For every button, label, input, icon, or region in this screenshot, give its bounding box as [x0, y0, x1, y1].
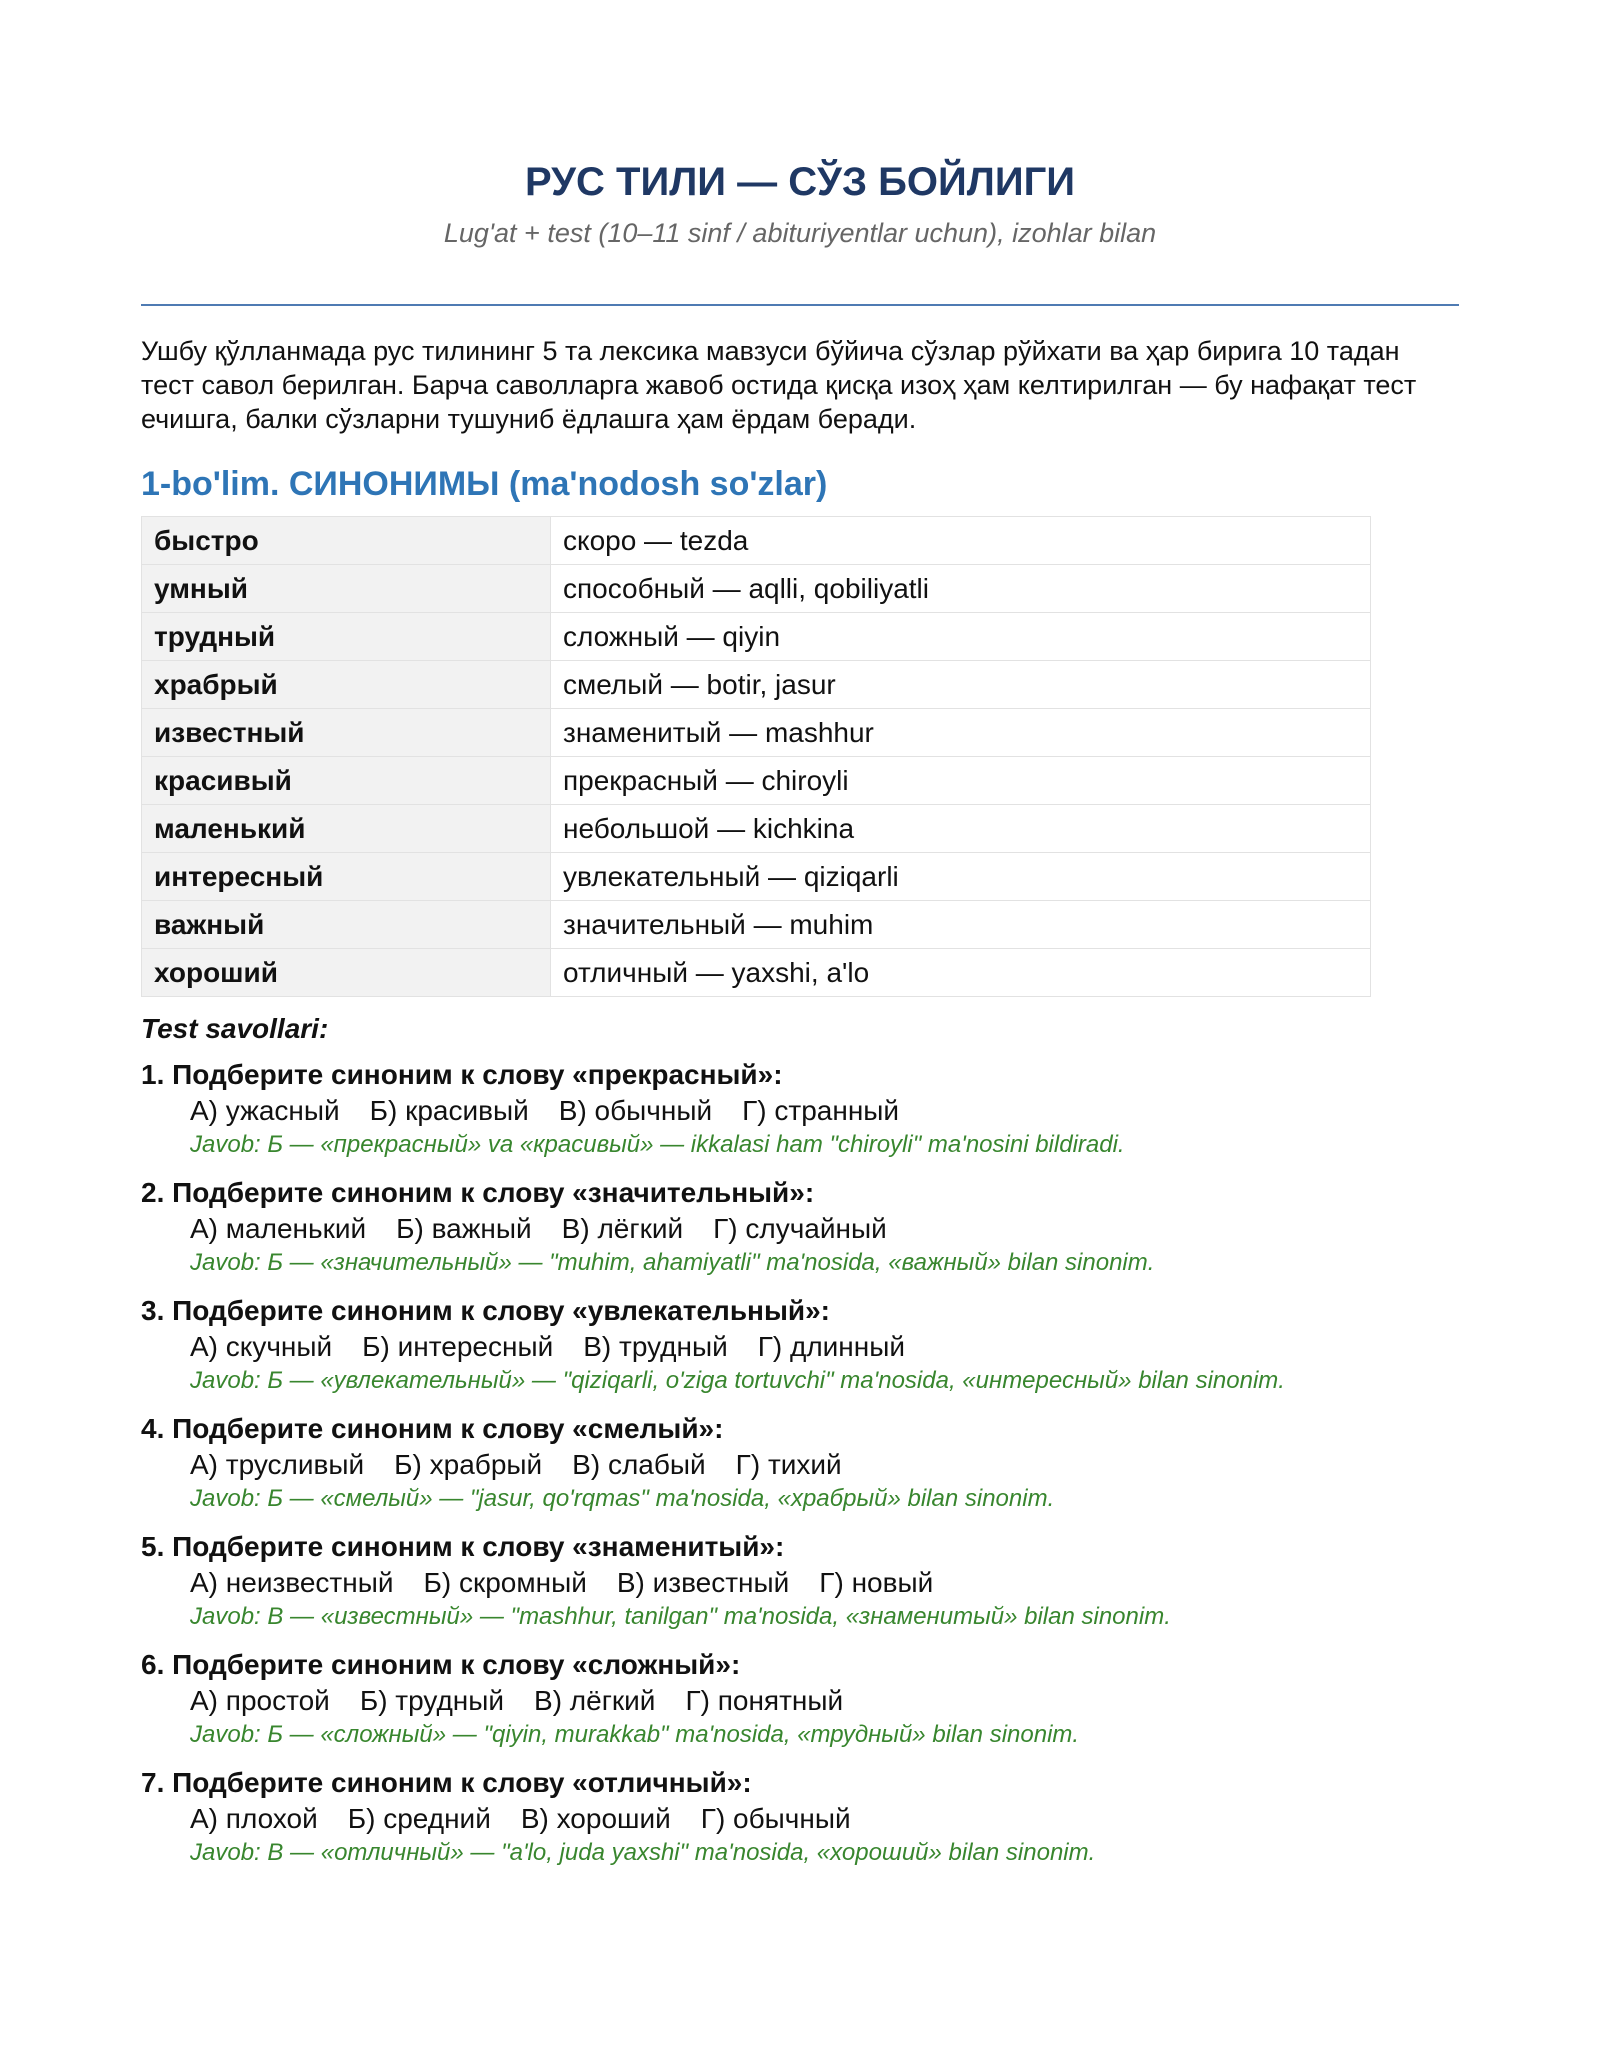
answer-options — [141, 1447, 1459, 1483]
option-b: Б) интересный — [362, 1331, 554, 1362]
vocab-word: хороший — [142, 949, 551, 997]
option-b: Б) скромный — [423, 1567, 587, 1598]
vocab-meaning: знаменитый — mashhur — [551, 709, 1371, 757]
option-a: А) трусливый — [190, 1449, 365, 1480]
answer-options — [141, 1329, 1459, 1365]
question-item — [141, 1647, 1459, 1751]
option-a: А) простой — [190, 1685, 330, 1716]
option-c: В) трудный — [583, 1331, 728, 1362]
vocab-meaning: скоро — tezda — [551, 517, 1371, 565]
vocab-word: быстро — [142, 517, 551, 565]
option-b: Б) средний — [347, 1803, 491, 1834]
answer-options — [141, 1801, 1459, 1837]
vocab-meaning: смелый — botir, jasur — [551, 661, 1371, 709]
section-heading: 1-bo'lim. СИНОНИМЫ (ma'nodosh so'zlar) — [141, 465, 828, 503]
question-item — [141, 1293, 1459, 1397]
vocab-meaning: значительный — muhim — [551, 901, 1371, 949]
option-a: А) скучный — [190, 1331, 333, 1362]
option-a: А) маленький — [190, 1213, 367, 1244]
answer-explanation: Javob: Б — «смелый» — "jasur, qo'rqmas" ma'nosida, «храбрый» bilan sinonim. — [190, 1485, 1055, 1512]
option-c: В) лёгкий — [561, 1213, 684, 1244]
question-text: 7. Подберите синоним к слову «отличный»: — [141, 1767, 752, 1798]
vocab-word: трудный — [142, 613, 551, 661]
table-row — [142, 565, 1371, 613]
answer-explanation: Javob: В — «известный» — "mashhur, tanilgan" ma'nosida, «знаменитый» bilan sinonim. — [190, 1603, 1171, 1630]
answer-explanation: Javob: Б — «сложный» — "qiyin, murakkab" ma'nosida, «трудный» bilan sinonim. — [190, 1721, 1080, 1748]
table-row — [142, 517, 1371, 565]
question-item — [141, 1765, 1459, 1869]
vocab-word: известный — [142, 709, 551, 757]
vocab-meaning: отличный — yaxshi, a'lo — [551, 949, 1371, 997]
option-c: В) известный — [616, 1567, 790, 1598]
option-b: Б) красивый — [369, 1095, 529, 1126]
option-b: Б) важный — [396, 1213, 532, 1244]
vocab-meaning: прекрасный — chiroyli — [551, 757, 1371, 805]
option-b: Б) храбрый — [394, 1449, 543, 1480]
question-text: 6. Подберите синоним к слову «сложный»: — [141, 1649, 741, 1680]
option-c: В) обычный — [558, 1095, 713, 1126]
table-row — [142, 709, 1371, 757]
answer-options — [141, 1683, 1459, 1719]
table-row — [142, 901, 1371, 949]
intro-paragraph: Ушбу қўлланмада рус тилининг 5 та лексика мавзуси бўйича сўзлар рўйхати ва ҳар бирига 10 тадан тест савол берилган. Барча саволларга жавоб остида қисқа изоҳ ҳам келтирилган — бу нафақат тест ечишга, балки сўзларни тушуниб ёдлашга ҳам ёрдам беради. — [141, 336, 1417, 434]
option-d: Г) случайный — [713, 1213, 887, 1244]
question-text: 1. Подберите синоним к слову «прекрасный»: — [141, 1059, 783, 1090]
option-d: Г) новый — [819, 1567, 934, 1598]
option-c: В) лёгкий — [534, 1685, 656, 1716]
question-text: 3. Подберите синоним к слову «увлекательный»: — [141, 1295, 830, 1326]
answer-explanation: Javob: Б — «прекрасный» va «красивый» — ikkalasi ham "chiroyli" ma'nosini bildiradi. — [190, 1131, 1125, 1158]
vocab-word: умный — [142, 565, 551, 613]
question-text: 2. Подберите синоним к слову «значительный»: — [141, 1177, 815, 1208]
question-item — [141, 1411, 1459, 1515]
table-row — [142, 805, 1371, 853]
option-d: Г) длинный — [757, 1331, 905, 1362]
option-d: Г) тихий — [735, 1449, 842, 1480]
question-text: 4. Подберите синоним к слову «смелый»: — [141, 1413, 724, 1444]
table-row — [142, 949, 1371, 997]
title-divider — [141, 304, 1459, 306]
table-row — [142, 613, 1371, 661]
answer-options — [141, 1211, 1459, 1247]
vocabulary-table — [141, 516, 1371, 997]
option-a: А) неизвестный — [190, 1567, 394, 1598]
table-row — [142, 853, 1371, 901]
option-d: Г) странный — [742, 1095, 900, 1126]
vocab-word: важный — [142, 901, 551, 949]
answer-options — [141, 1565, 1459, 1601]
option-d: Г) обычный — [700, 1803, 851, 1834]
vocab-word: храбрый — [142, 661, 551, 709]
vocab-word: красивый — [142, 757, 551, 805]
vocab-word: маленький — [142, 805, 551, 853]
document-subtitle: Lug'at + test (10–11 sinf / abituriyentlar uchun), izohlar bilan — [443, 218, 1157, 248]
question-item — [141, 1529, 1459, 1633]
answer-explanation: Javob: Б — «увлекательный» — "qiziqarli, o'ziga tortuvchi" ma'nosida, «интересный» bilan sinonim. — [190, 1367, 1285, 1394]
option-b: Б) трудный — [359, 1685, 505, 1716]
option-c: В) слабый — [572, 1449, 706, 1480]
question-item — [141, 1175, 1459, 1279]
table-row — [142, 661, 1371, 709]
option-a: А) плохой — [190, 1803, 318, 1834]
vocab-word: интересный — [142, 853, 551, 901]
option-a: А) ужасный — [190, 1095, 340, 1126]
table-row — [142, 757, 1371, 805]
document-title: РУС ТИЛИ — СЎЗ БОЙЛИГИ — [524, 160, 1076, 204]
test-heading: Test savollari: — [141, 1013, 329, 1044]
question-text: 5. Подберите синоним к слову «знаменитый»: — [141, 1531, 785, 1562]
vocab-meaning: способный — aqlli, qobiliyatli — [551, 565, 1371, 613]
vocab-meaning: сложный — qiyin — [551, 613, 1371, 661]
question-list — [141, 1057, 1459, 1869]
answer-options — [141, 1093, 1459, 1129]
vocab-meaning: увлекательный — qiziqarli — [551, 853, 1371, 901]
question-item — [141, 1057, 1459, 1161]
answer-explanation: Javob: Б — «значительный» — "muhim, ahamiyatli" ma'nosida, «важный» bilan sinonim. — [190, 1249, 1155, 1276]
option-c: В) хороший — [520, 1803, 671, 1834]
option-d: Г) понятный — [685, 1685, 844, 1716]
answer-explanation: Javob: В — «отличный» — "a'lo, juda yaxshi" ma'nosida, «хороший» bilan sinonim. — [190, 1839, 1096, 1866]
vocab-meaning: небольшой — kichkina — [551, 805, 1371, 853]
